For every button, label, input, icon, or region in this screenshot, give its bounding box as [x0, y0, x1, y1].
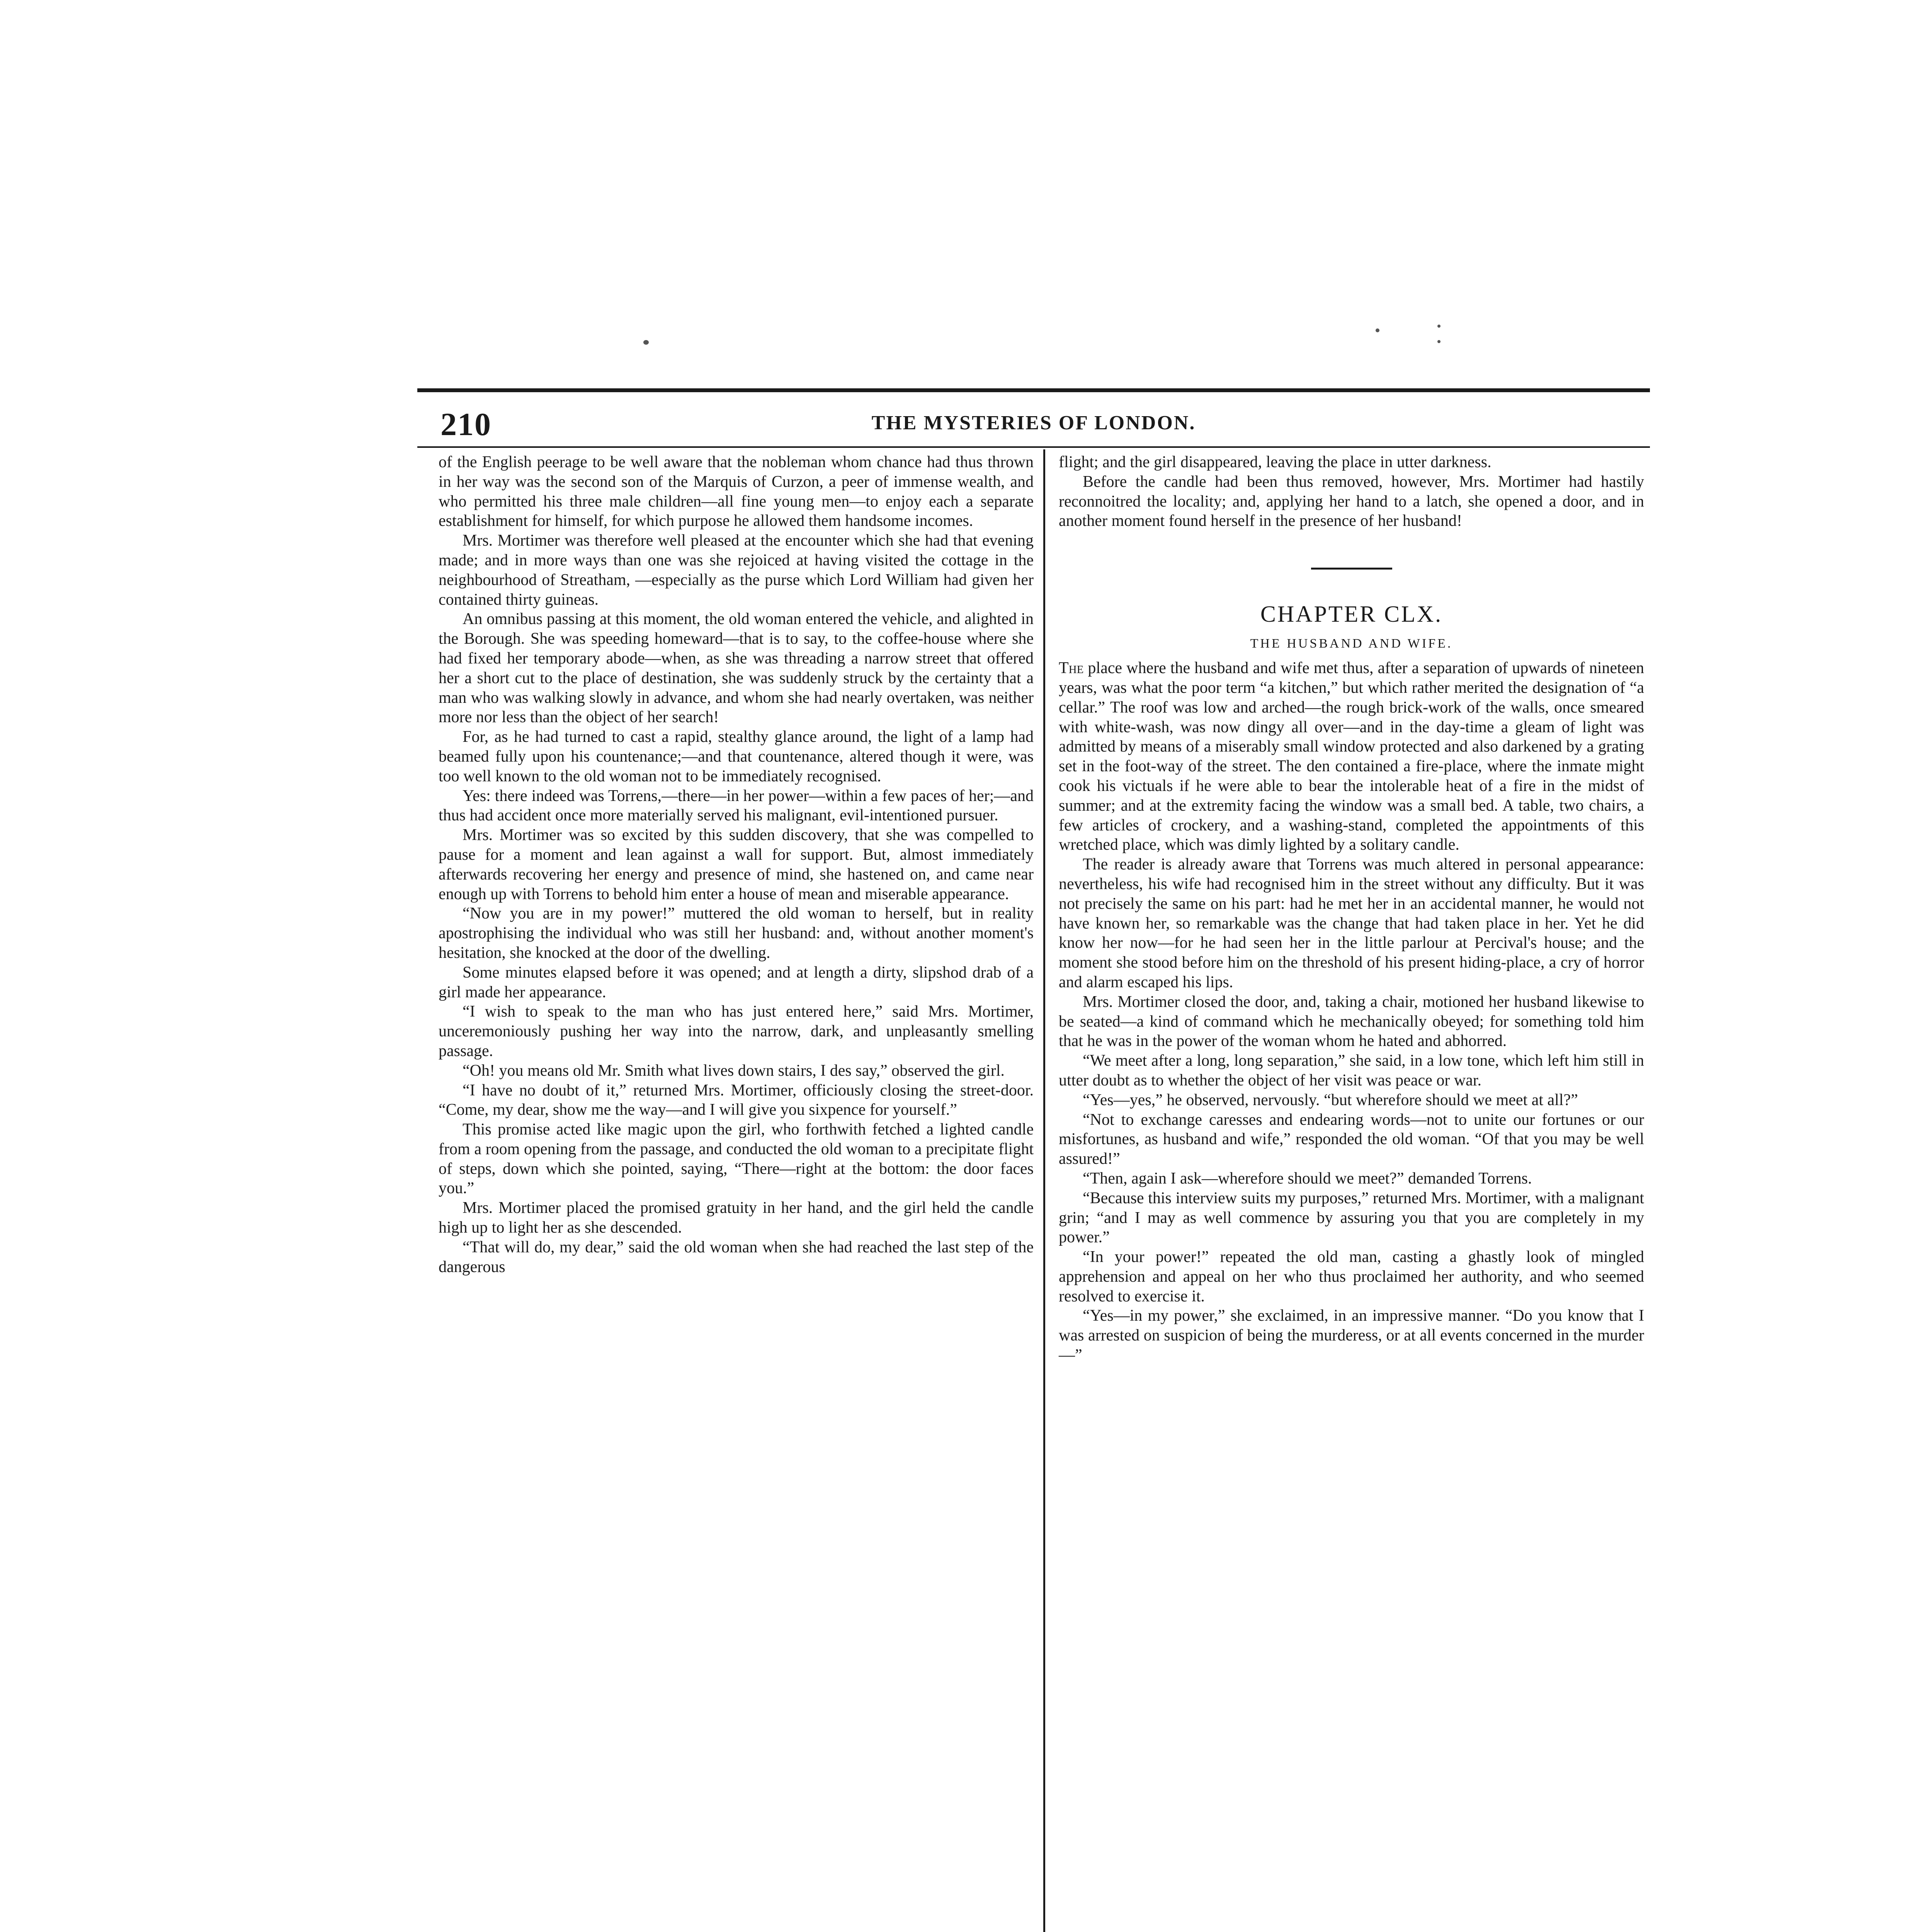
print-speck [1437, 325, 1440, 328]
print-speck [1376, 328, 1379, 332]
paragraph: Mrs. Mortimer was therefore well pleased at the encounter which she had that evening made; and in more ways than one was she rejoiced at having visited the cottage in the neighbourhood of Streatham, —especially as the purse which Lord William had given her contained thirty guineas. [439, 532, 1034, 609]
paragraph: Some minutes elapsed before it was opened; and at length a dirty, slipshod drab of a girl made her appearance. [439, 963, 1034, 1001]
header-rule [417, 446, 1650, 448]
paragraph: An omnibus passing at this moment, the old woman entered the vehicle, and alighted in the Borough. She was speeding homeward—that is to say, to the coffee-house where she had fixed her temporary abode—when, as she was threading a narrow street that offered her a short cut to the place of destination, she was suddenly struck by the certainty that a man who was walking slowly in advance, and whom she had nearly overtaken, was neither more nor less than the object of her search! [439, 610, 1034, 726]
paragraph: “Yes—yes,” he observed, nervously. “but wherefore should we meet at all?” [1083, 1091, 1578, 1109]
paragraph: The reader is already aware that Torrens was much altered in personal appearance: nevertheless, his wife had recognised him in the street without any difficulty. But it was not precisely the same on his part: had he met her in an accidental manner, he would not have known her, so remarkable was the change that had taken place in her. Yet he did know her now—for he had seen her in the little parlour at Percival's house; and the moment she stood before him on the threshold of his present hiding-place, a cry of horror and alarm escaped his lips. [1059, 855, 1644, 991]
paragraph: flight; and the girl disappeared, leaving the place in utter darkness. [1059, 453, 1492, 471]
paragraph: “I wish to speak to the man who has just entered here,” said Mrs. Mortimer, unceremoniously pushing her way into the narrow, dark, and unpleasantly smelling passage. [439, 1003, 1034, 1060]
paragraph: Yes: there indeed was Torrens,—there—in her power—within a few paces of her;—and thus had accident once more materially served his malignant, evil-intentioned pursuer. [439, 787, 1034, 825]
paragraph: For, as he had turned to cast a rapid, stealthy glance around, the light of a lamp had beamed fully upon his countenance;—and that countenance, altered though it were, was too well known to the old woman not to be immediately recognised. [439, 728, 1034, 785]
paragraph: “Not to exchange caresses and endearing words—not to unite our fortunes or our misfortunes, as husband and wife,” responded the old woman. “Of that you may be well assured!” [1059, 1111, 1644, 1168]
paragraph: Mrs. Mortimer was so excited by this sudden discovery, that she was compelled to pause for a moment and lean against a wall for support. But, almost immediately afterwards recovering her energy and presence of mind, she hastened on, and came near enough up with Torrens to behold him enter a house of mean and miserable appearance. [439, 826, 1034, 903]
paragraph: Before the candle had been thus removed, however, Mrs. Mortimer had hastily reconnoitred the locality; and, applying her hand to a latch, she opened a door, and in another moment found herself in the presence of her husband! [1059, 473, 1644, 530]
paragraph: “Then, again I ask—wherefore should we meet?” demanded Torrens. [1083, 1169, 1532, 1187]
paragraph: “Oh! you means old Mr. Smith what lives down stairs, I des say,” observed the girl. [463, 1061, 1005, 1080]
book-page [417, 388, 1650, 1932]
paragraph: “Yes—in my power,” she exclaimed, in an impressive manner. “Do you know that I was arrested on suspicion of being the murderess, or at all events concerned in the murder—” [1059, 1307, 1644, 1364]
paragraph: “Because this interview suits my purposes,” returned Mrs. Mortimer, with a malignant grin; “and I may as well commence by assuring you that you are completely in my power.” [1059, 1189, 1644, 1247]
chapter-first-paragraph-text: place where the husband and wife met thus, after a separation of upwards of nineteen years, was what the poor term “a kitchen,” but which rather merited the designation of “a cellar.” The roof was low and arched—the rough brick-work of the walls, once smeared with white-wash, was now dingy all over—and in the day-time a gleam of light was admitted by means of a miserably small window protected and also darkened by a grating set in the foot-way of the street. The den contained a fire-place, where the inmate might cook his victuals if he were able to bear the intolerable heat of a fire in the midst of summer; and at the extremity facing the window was a small bed. A table, two chairs, a few articles of crockery, and a washing-stand, completed the appointments of this wretched place, which was dimly lighted by a solitary candle. [1059, 659, 1644, 854]
chapter-title: THE HUSBAND AND WIFE. [1250, 636, 1453, 651]
paragraph: This promise acted like magic upon the girl, who forthwith fetched a lighted candle from a room opening from the passage, and conducted the old woman to a precipitate flight of steps, down which she pointed, saying, “There—right at the bottom: the door faces you.” [439, 1121, 1034, 1197]
chapter-separator-rule [1311, 568, 1392, 570]
running-title: THE MYSTERIES OF LONDON. [871, 412, 1196, 434]
paragraph: “That will do, my dear,” said the old woman when she had reached the last step of the dangerous [439, 1238, 1034, 1276]
chapter-lead-word: The [1059, 659, 1084, 677]
paragraph: Mrs. Mortimer placed the promised gratuity in her hand, and the girl held the candle high up to light her as she descended. [439, 1199, 1034, 1237]
chapter-first-paragraph [1059, 658, 1644, 855]
top-rule [417, 388, 1650, 392]
chapter-heading: CHAPTER CLX. [1260, 601, 1443, 627]
right-column [1059, 452, 1644, 1365]
print-speck [1437, 340, 1440, 343]
paragraph: “In your power!” repeated the old man, casting a ghastly look of mingled apprehension and appeal on her who thus proclaimed her authority, and who seemed resolved to exercise it. [1059, 1248, 1644, 1305]
paragraph: Mrs. Mortimer closed the door, and, taking a chair, motioned her husband likewise to be seated—a kind of command which he mechanically obeyed; for something told him that he was in the power of the woman whom he hated and abhorred. [1059, 993, 1644, 1050]
paragraph: “We meet after a long, long separation,” she said, in a low tone, which left him still in utter doubt as to whether the object of her visit was peace or war. [1059, 1052, 1644, 1089]
paragraph: “Now you are in my power!” muttered the old woman to herself, but in reality apostrophising the individual who was still her husband: and, without another moment's hesitation, she knocked at the door of the dwelling. [439, 905, 1034, 962]
column-divider [1043, 449, 1045, 1932]
left-column [439, 452, 1034, 1277]
print-speck [643, 340, 649, 345]
paragraph: “I have no doubt of it,” returned Mrs. Mortimer, officiously closing the street-door. “Come, my dear, show me the way—and I will give you sixpence for yourself.” [439, 1081, 1034, 1119]
paragraph: of the English peerage to be well aware that the nobleman whom chance had thus thrown in her way was the second son of the Marquis of Curzon, a peer of immense wealth, and who permitted his three male children—all fine young men—to enjoy each a separate establishment for himself, for which purpose he allowed them handsome incomes. [439, 453, 1034, 530]
page-number: 210 [440, 406, 492, 442]
